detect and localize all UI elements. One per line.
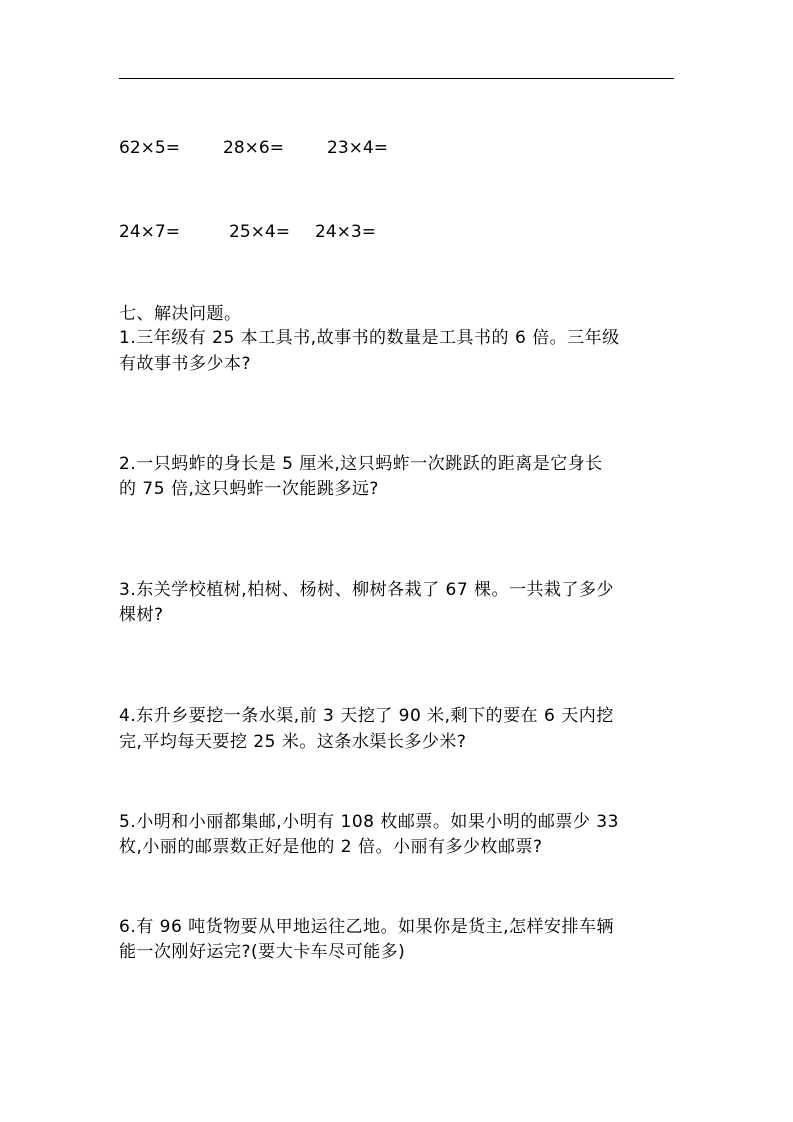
problem-6-line-1: 6.有 96 吨货物要从甲地运往乙地。如果你是货主,怎样安排车辆 [119, 917, 615, 937]
problem-5-line-2: 枚,小丽的邮票数正好是他的 2 倍。小丽有多少枚邮票? [119, 837, 543, 857]
problem-1-line-2: 有故事书多少本? [119, 354, 252, 374]
calc-expression: 62×5= [119, 138, 180, 158]
calc-expression: 28×6= [223, 138, 284, 158]
problem-1-line-1: 1.三年级有 25 本工具书,故事书的数量是工具书的 6 倍。三年级 [119, 328, 620, 348]
problem-2-line-2: 的 75 倍,这只蚂蚱一次能跳多远? [119, 479, 379, 499]
problem-4-line-1: 4.东升乡要挖一条水渠,前 3 天挖了 90 米,剩下的要在 6 天内挖 [119, 706, 614, 726]
problem-6-line-2: 能一次刚好运完?(要大卡车尽可能多) [119, 942, 406, 962]
calc-expression: 24×3= [315, 222, 376, 242]
problem-4-line-2: 完,平均每天要挖 25 米。这条水渠长多少米? [119, 732, 467, 752]
problem-3-line-1: 3.东关学校植树,柏树、杨树、柳树各栽了 67 棵。一共栽了多少 [119, 580, 615, 600]
section-title: 七、解决问题。 [119, 304, 242, 324]
calc-expression: 25×4= [229, 222, 290, 242]
top-divider [119, 78, 674, 79]
calc-expression: 24×7= [119, 222, 180, 242]
problem-5-line-1: 5.小明和小丽都集邮,小明有 108 枚邮票。如果小明的邮票少 33 [119, 812, 619, 832]
problem-3-line-2: 棵树? [119, 605, 164, 625]
problem-2-line-1: 2.一只蚂蚱的身长是 5 厘米,这只蚂蚱一次跳跃的距离是它身长 [119, 454, 603, 474]
calc-expression: 23×4= [327, 138, 388, 158]
